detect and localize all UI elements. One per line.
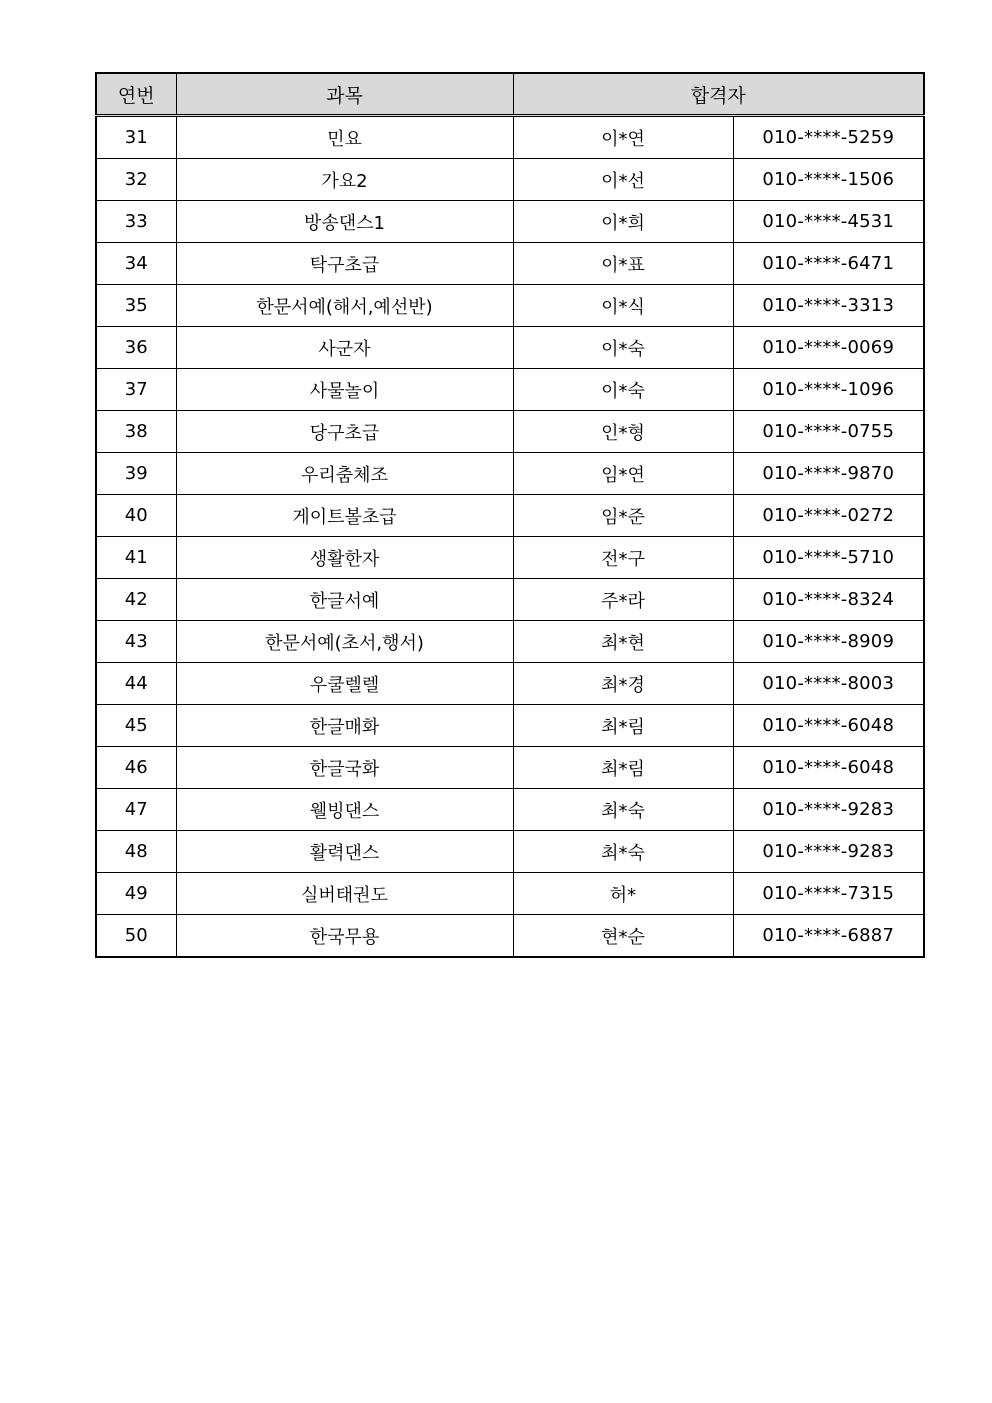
cell-no: 39 xyxy=(96,453,176,495)
table-row xyxy=(96,621,924,663)
cell-name: 최*숙 xyxy=(513,831,733,873)
cell-no: 36 xyxy=(96,327,176,369)
cell-name: 이*숙 xyxy=(513,369,733,411)
cell-subject: 탁구초급 xyxy=(176,243,513,285)
cell-phone: 010-****-6048 xyxy=(733,705,924,747)
passer-table xyxy=(95,72,925,958)
table-row xyxy=(96,369,924,411)
cell-phone: 010-****-3313 xyxy=(733,285,924,327)
cell-subject: 우리춤체조 xyxy=(176,453,513,495)
cell-phone: 010-****-8324 xyxy=(733,579,924,621)
cell-phone: 010-****-9283 xyxy=(733,789,924,831)
cell-no: 49 xyxy=(96,873,176,915)
cell-no: 44 xyxy=(96,663,176,705)
cell-subject: 한글국화 xyxy=(176,747,513,789)
cell-phone: 010-****-5259 xyxy=(733,116,924,159)
table-row xyxy=(96,327,924,369)
header-no: 연번 xyxy=(96,73,176,116)
cell-subject: 게이트볼초급 xyxy=(176,495,513,537)
header-passer: 합격자 xyxy=(513,73,924,116)
cell-phone: 010-****-6471 xyxy=(733,243,924,285)
cell-no: 47 xyxy=(96,789,176,831)
cell-phone: 010-****-1506 xyxy=(733,159,924,201)
table-row xyxy=(96,663,924,705)
cell-name: 이*선 xyxy=(513,159,733,201)
cell-no: 31 xyxy=(96,116,176,159)
cell-name: 이*연 xyxy=(513,116,733,159)
cell-subject: 생활한자 xyxy=(176,537,513,579)
header-subject: 과목 xyxy=(176,73,513,116)
cell-phone: 010-****-6048 xyxy=(733,747,924,789)
cell-no: 50 xyxy=(96,915,176,958)
table-row xyxy=(96,831,924,873)
cell-name: 인*형 xyxy=(513,411,733,453)
table-row xyxy=(96,705,924,747)
cell-name: 이*희 xyxy=(513,201,733,243)
table-row xyxy=(96,495,924,537)
cell-no: 42 xyxy=(96,579,176,621)
cell-name: 최*숙 xyxy=(513,789,733,831)
table-row xyxy=(96,411,924,453)
cell-subject: 웰빙댄스 xyxy=(176,789,513,831)
cell-subject: 당구초급 xyxy=(176,411,513,453)
table-row xyxy=(96,243,924,285)
cell-name: 주*라 xyxy=(513,579,733,621)
cell-name: 최*경 xyxy=(513,663,733,705)
cell-phone: 010-****-5710 xyxy=(733,537,924,579)
cell-subject: 실버태권도 xyxy=(176,873,513,915)
cell-subject: 사물놀이 xyxy=(176,369,513,411)
cell-subject: 한글서예 xyxy=(176,579,513,621)
table-row xyxy=(96,873,924,915)
cell-phone: 010-****-8003 xyxy=(733,663,924,705)
cell-no: 33 xyxy=(96,201,176,243)
cell-phone: 010-****-8909 xyxy=(733,621,924,663)
cell-subject: 한글매화 xyxy=(176,705,513,747)
cell-phone: 010-****-6887 xyxy=(733,915,924,958)
cell-phone: 010-****-0755 xyxy=(733,411,924,453)
table-row xyxy=(96,201,924,243)
cell-phone: 010-****-1096 xyxy=(733,369,924,411)
cell-no: 32 xyxy=(96,159,176,201)
cell-no: 38 xyxy=(96,411,176,453)
cell-name: 이*숙 xyxy=(513,327,733,369)
cell-no: 40 xyxy=(96,495,176,537)
cell-name: 임*연 xyxy=(513,453,733,495)
cell-no: 45 xyxy=(96,705,176,747)
table-row xyxy=(96,789,924,831)
cell-name: 최*현 xyxy=(513,621,733,663)
cell-name: 최*림 xyxy=(513,705,733,747)
table-row xyxy=(96,747,924,789)
cell-phone: 010-****-9283 xyxy=(733,831,924,873)
cell-name: 전*구 xyxy=(513,537,733,579)
table-row xyxy=(96,285,924,327)
cell-no: 43 xyxy=(96,621,176,663)
cell-name: 이*식 xyxy=(513,285,733,327)
cell-phone: 010-****-0069 xyxy=(733,327,924,369)
cell-subject: 방송댄스1 xyxy=(176,201,513,243)
cell-name: 현*순 xyxy=(513,915,733,958)
cell-name: 허* xyxy=(513,873,733,915)
table-row xyxy=(96,159,924,201)
cell-subject: 한국무용 xyxy=(176,915,513,958)
cell-no: 35 xyxy=(96,285,176,327)
cell-subject: 가요2 xyxy=(176,159,513,201)
table-header-row xyxy=(96,73,924,116)
cell-no: 46 xyxy=(96,747,176,789)
cell-name: 임*준 xyxy=(513,495,733,537)
table-row xyxy=(96,915,924,958)
cell-phone: 010-****-0272 xyxy=(733,495,924,537)
cell-phone: 010-****-4531 xyxy=(733,201,924,243)
cell-phone: 010-****-9870 xyxy=(733,453,924,495)
cell-subject: 한문서예(해서,예선반) xyxy=(176,285,513,327)
cell-phone: 010-****-7315 xyxy=(733,873,924,915)
cell-name: 이*표 xyxy=(513,243,733,285)
table-row xyxy=(96,116,924,159)
cell-subject: 한문서예(초서,행서) xyxy=(176,621,513,663)
table-row xyxy=(96,537,924,579)
cell-subject: 활력댄스 xyxy=(176,831,513,873)
table-row xyxy=(96,579,924,621)
table-row xyxy=(96,453,924,495)
cell-no: 48 xyxy=(96,831,176,873)
cell-no: 41 xyxy=(96,537,176,579)
cell-subject: 민요 xyxy=(176,116,513,159)
cell-name: 최*림 xyxy=(513,747,733,789)
cell-no: 37 xyxy=(96,369,176,411)
cell-subject: 우쿨렐렐 xyxy=(176,663,513,705)
cell-subject: 사군자 xyxy=(176,327,513,369)
cell-no: 34 xyxy=(96,243,176,285)
